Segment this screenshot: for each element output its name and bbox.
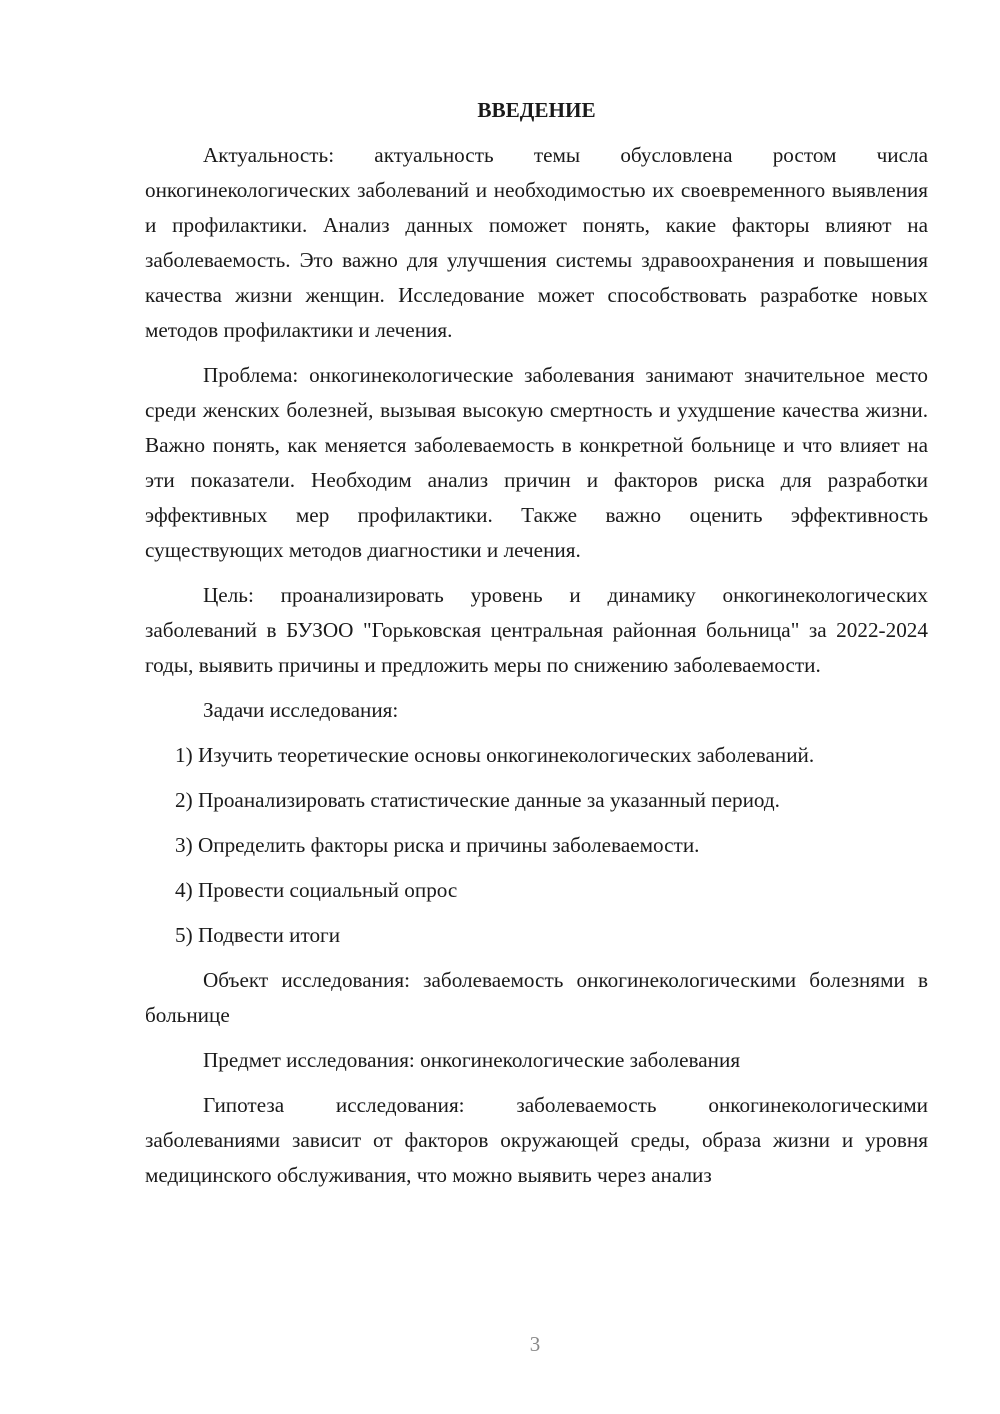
- relevance-paragraph: Актуальность: актуальность темы обусловлена ростом числа онкогинекологических заболеваний и необходимостью их своевременного выявления и профилактики. Анализ данных поможет понять, какие факторы влияют на заболеваемость. Это важно для улучшения системы здравоохранения и повышения качества жизни женщин. Исследование может способствовать разработке новых методов профилактики и лечения.: [145, 143, 928, 342]
- list-item: 1) Изучить теоретические основы онкогинекологических заболеваний.: [175, 743, 815, 767]
- list-item: 4) Провести социальный опрос: [175, 878, 458, 902]
- list-item: 3) Определить факторы риска и причины заболеваемости.: [175, 833, 700, 857]
- hypothesis-paragraph: Гипотеза исследования: заболеваемость онкогинекологическими заболеваниями зависит от факторов окружающей среды, образа жизни и уровня медицинского обслуживания, что можно выявить через анализ: [145, 1093, 928, 1187]
- tasks-title: Задачи исследования:: [203, 698, 399, 722]
- tasks-list: [145, 738, 928, 953]
- object-paragraph: Объект исследования: заболеваемость онкогинекологическими болезнями в больнице: [145, 968, 928, 1027]
- list-item: 2) Проанализировать статистические данные за указанный период.: [175, 788, 780, 812]
- document-page: [145, 92, 928, 1203]
- problem-paragraph: Проблема: онкогинекологические заболевания занимают значительное место среди женских болезней, вызывая высокую смертность и ухудшение качества жизни. Важно понять, как меняется заболеваемость в конкретной больнице и что влияет на эти показатели. Необходим анализ причин и факторов риска для разработки эффективных мер профилактики. Также важно оценить эффективность существующих методов диагностики и лечения.: [145, 363, 928, 562]
- list-item: 5) Подвести итоги: [175, 923, 341, 947]
- page-number: 3: [529, 1332, 541, 1356]
- subject-paragraph: Предмет исследования: онкогинекологические заболевания: [203, 1048, 741, 1072]
- section-heading: ВВЕДЕНИЕ: [477, 98, 596, 122]
- goal-paragraph: Цель: проанализировать уровень и динамику онкогинекологических заболеваний в БУЗОО "Горьковская центральная районная больница" за 2022-2024 годы, выявить причины и предложить меры по снижению заболеваемости.: [145, 583, 928, 677]
